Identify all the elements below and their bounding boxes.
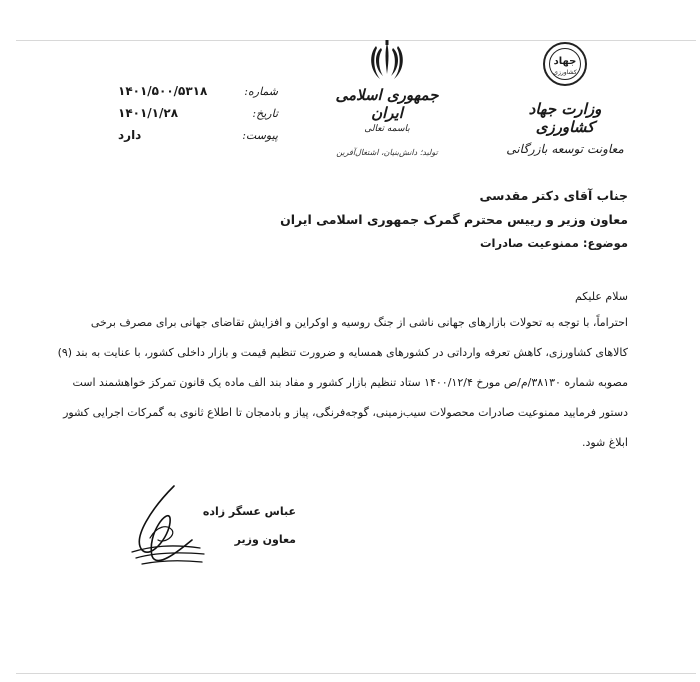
number-label: شماره: [244,84,278,98]
recipient-position: معاون وزیر و رییس محترم گمرک جمهوری اسلامی ایران [280,212,628,227]
body-line: ابلاغ شود. [581,436,628,449]
date-value: ۱۴۰۱/۱/۲۸ [118,106,179,120]
date-label: تاریخ: [252,106,278,120]
meta-attachment-row [118,124,278,146]
republic-header [322,40,452,157]
body-line: دستور فرمایید ممنوعیت صادرات محصولات سیب‌زمینی، گوجه‌فرنگی، پیاز و بادمجان تا اطلاع ثانوی به گمرکات اجرایی کشور [63,406,628,419]
meta-number-row [118,80,278,102]
addressee-block [240,184,628,254]
letter-meta [118,80,278,146]
number-value: ۱۴۰۱/۵۰۰/۵۳۱۸ [118,84,208,98]
republic-subtitle: باسمه تعالی [364,124,410,134]
letter-body [57,286,628,458]
ministry-seal-icon [543,42,587,86]
body-line: احتراماً، با توجه به تحولات بازارهای جهانی ناشی از جنگ روسیه و اوکراین و افزایش تقاضای جهانی برای مصرف برخی [90,316,628,329]
greeting: سلام علیکم [574,290,628,303]
signer-title: معاون وزیر [234,533,296,546]
signer-name: عباس عسگر زاده [202,505,296,518]
page-edge-bottom [16,673,696,674]
attachment-value: دارد [118,128,142,142]
meta-date-row [118,102,278,124]
signer-block [196,498,296,554]
ministry-name: وزارت جهاد کشاورزی [528,100,602,136]
republic-title: جمهوری اسلامی ایران [335,86,439,122]
body-line: کالاهای کشاورزی، کاهش تعرفه وارداتی در کشورهای همسایه و ضرورت تنظیم قیمت و بازار داخلی کشور، با عنایت به بند (۹) [57,346,628,359]
body-line: مصوبه شماره ۳۸۱۳۰/م/ص مورخ ۱۴۰۰/۱۲/۴ ستاد تنظیم بازار کشور و مفاد بند الف ماده یک قانون تمرکز خواهشمند است [72,376,628,389]
ministry-header [500,42,630,156]
letter-subject: موضوع: ممنوعیت صادرات [479,236,628,250]
seal-title: جهاد [553,56,577,67]
attachment-label: پیوست: [242,128,278,142]
seal-subtitle: کشاورزی [553,69,577,76]
recipient-name: جناب آقای دکتر مقدسی [479,188,628,203]
republic-motto: تولید؛ دانش‌بنیان، اشتغال‌آفرین [336,148,438,157]
ministry-department: معاونت توسعه بازرگانی [506,142,624,156]
iran-emblem-icon [367,40,407,82]
